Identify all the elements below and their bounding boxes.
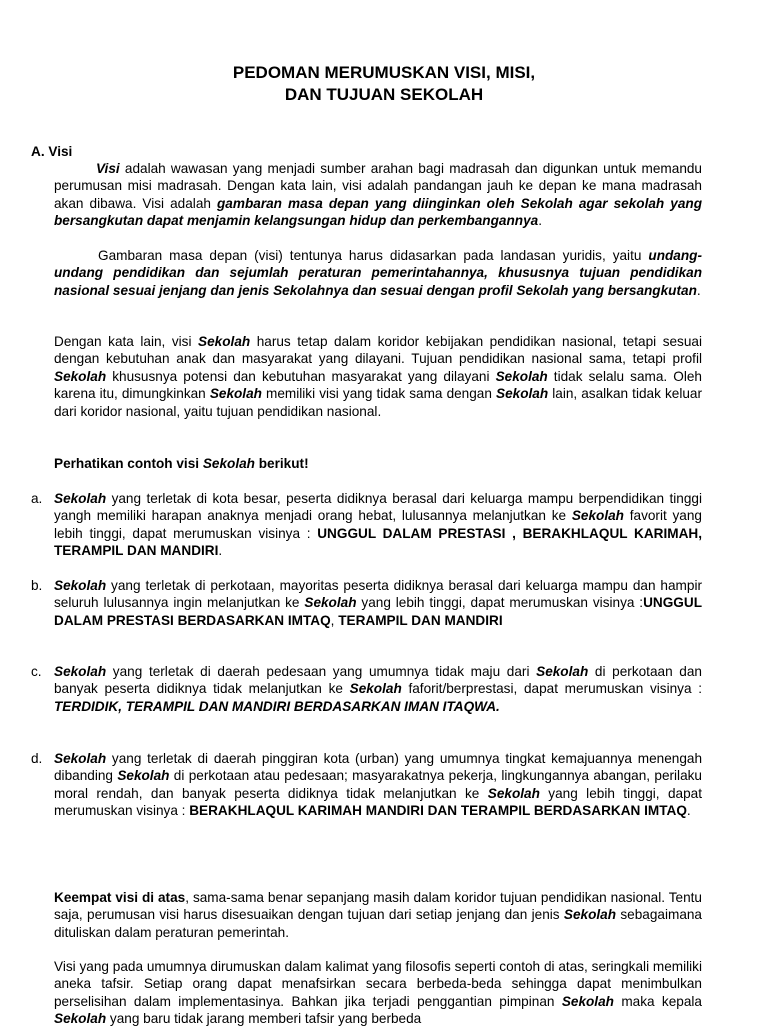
paragraph-landasan-yuridis — [54, 247, 702, 299]
emphasis-text: Keempat visi di atas — [54, 890, 186, 905]
vision-statement: UNGGUL DALAM PRESTASI , BERAKHLAQUL KARIMAH, TERAMPIL DAN MANDIRI — [54, 525, 702, 559]
heading-text: Perhatikan contoh visi — [54, 456, 203, 471]
paragraph-text: Gambaran masa depan (visi) tentunya harus didasarkan pada landasan yuridis, yaitu — [98, 248, 649, 263]
item-text: yang terletak di daerah pedesaan yang umumnya tidak maju dari — [106, 664, 537, 679]
paragraph-visi-definition — [54, 160, 702, 230]
term-sekolah: Sekolah — [54, 664, 107, 679]
item-text: di perkotaan atau pedesaan; masyarakatnya pekerja, lingkungannya abangan, perilaku moral rendah, dan banyak peserta didiknya tidak melanjutkan ke — [54, 768, 702, 801]
term-sekolah: Sekolah — [54, 751, 107, 766]
paragraph-kebijakan-nasional — [54, 333, 702, 420]
item-text: yang lebih tinggi, dapat merumuskan visinya : — [54, 785, 702, 819]
example-heading — [54, 455, 702, 472]
paragraph-text: Visi yang pada umumnya dirumuskan dalam kalimat yang filosofis seperti contoh di atas, seringkali memiliki aneka tafsir. Setiap orang dapat menafsirkan secara berbeda-beda sehingga dapat menimbulkan perselisihan dalam implementasinya. Bahkan jika terjadi penggantian pimpinan — [54, 959, 702, 1009]
term-sekolah: Sekolah — [198, 334, 251, 349]
paragraph-text: khususnya potensi dan kebutuhan masyarakat yang dilayani — [106, 368, 496, 384]
item-text: yang lebih tinggi, dapat merumuskan visinya : — [356, 595, 644, 611]
term-sekolah: Sekolah — [54, 578, 107, 593]
term-sekolah: Sekolah — [117, 768, 170, 784]
list-item-d — [54, 750, 702, 820]
list-marker-c: c. — [31, 664, 42, 679]
paragraph-text: memiliki visi yang tidak sama dengan — [261, 386, 497, 402]
term-sekolah: Sekolah — [304, 595, 357, 611]
paragraph-text: . — [538, 213, 542, 229]
list-item-c — [54, 663, 702, 715]
paragraph-text: sebagaimana dituliskan dalam peraturan pemerintah. — [54, 907, 702, 940]
item-text: di perkotaan dan banyak peserta didiknya tidak melanjutkan ke — [54, 664, 702, 697]
term-sekolah: Sekolah — [536, 664, 589, 679]
list-item-b — [54, 577, 702, 629]
item-text: faforit/berprestasi, dapat merumuskan visinya : — [401, 681, 702, 697]
vision-statement: UNGGUL DALAM PRESTASI BERDASARKAN IMTAQ — [54, 595, 702, 628]
document-title — [0, 62, 768, 106]
list-marker-d: d. — [31, 751, 43, 766]
heading-text: berikut! — [254, 456, 309, 471]
title-line-1: PEDOMAN MERUMUSKAN VISI, MISI, — [232, 63, 536, 82]
term-sekolah: Sekolah — [496, 386, 549, 402]
paragraph-text: yang baru tidak jarang memberi tafsir yang berbeda — [106, 1011, 422, 1027]
paragraph-text: Dengan kata lain, visi — [54, 334, 199, 349]
term-sekolah: Sekolah — [563, 907, 617, 923]
paragraph-text: lain, asalkan tidak keluar dari koridor nasional, yaitu tujuan pendidikan nasional. — [54, 386, 702, 419]
term-sekolah: Sekolah — [54, 368, 107, 384]
paragraph-tafsir-visi — [54, 958, 702, 1028]
item-text: yang terletak di kota besar, peserta didiknya berasal dari keluarga mampu berpendidikan tinggi yangh memiliki harapan anaknya menjadi orang hebat, lulusannya melanjutkan ke — [54, 491, 702, 524]
paragraph-text: adalah wawasan yang menjadi sumber arahan bagi madrasah dan digunkan untuk memandu perumusan misi madrasah. Dengan kata lain, visi adalah pandangan jauh ke depan ke mana madrasah akan dibawa. Visi adalah — [54, 161, 702, 211]
list-item-a — [54, 490, 702, 560]
term-sekolah: Sekolah — [561, 993, 614, 1009]
paragraph-keempat-visi — [54, 889, 702, 941]
title-line-2: DAN TUJUAN SEKOLAH — [284, 85, 484, 104]
term-sekolah: Sekolah — [54, 491, 107, 506]
term-sekolah: Sekolah — [487, 785, 540, 801]
item-text: favorit yang lebih tinggi, dapat merumuskan visinya : — [54, 508, 702, 541]
section-heading-visi: A. Visi — [31, 144, 73, 159]
emphasis-text: undang-undang pendidikan dan sejumlah peraturan pemerintahannya, khususnya tujuan pendidikan nasional sesuai jenjang dan jenis Sekolahnya dan sesuai dengan profil Sekolah yang bersangkutan — [54, 248, 702, 298]
item-text: yang terletak di perkotaan, mayoritas peserta didiknya berasal dari keluarga mampu dan hampir seluruh lulusannya ingin melanjutkan ke — [54, 578, 702, 611]
paragraph-text: , sama-sama benar sepanjang masih dalam koridor tujuan pendidikan nasional. Tentu saja, perumusan visi harus disesuaikan dengan tujuan dari setiap jenjang dan jenis — [54, 890, 702, 923]
emphasis-text: gambaran masa depan yang diinginkan oleh Sekolah agar sekolah yang bersangkutan dapat menjamin kelangsungan hidup dan perkembangannya — [54, 195, 702, 229]
vision-statement: BERAKHLAQUL KARIMAH MANDIRI DAN TERAMPIL BERDASARKAN IMTAQ — [189, 803, 687, 819]
term-sekolah: Sekolah — [349, 681, 402, 697]
item-text: yang terletak di daerah pinggiran kota (urban) yang umumnya tingkat kemajuannya menengah dibanding — [54, 751, 702, 784]
term-sekolah: Sekolah — [54, 1011, 107, 1027]
paragraph-text: tidak selalu sama. Oleh karena itu, dimungkinkan — [54, 368, 702, 402]
item-text: . — [686, 803, 691, 819]
list-marker-a: a. — [31, 491, 43, 506]
item-text: , — [330, 612, 339, 628]
term-sekolah: Sekolah — [571, 508, 624, 524]
term-sekolah: Sekolah — [495, 368, 548, 384]
paragraph-text: harus tetap dalam koridor kebijakan pendidikan nasional, tetapi sesuai dengan kebutuhan anak dan masyarakat yang dilayani. Tujuan pendidikan nasional sama, tetapi profil — [54, 334, 702, 367]
vision-statement: TERDIDIK, TERAMPIL DAN MANDIRI BERDASARKAN IMAN ITAQWA. — [54, 698, 500, 714]
paragraph-text: . — [696, 282, 701, 298]
item-text: . — [218, 543, 223, 559]
vision-statement: TERAMPIL DAN MANDIRI — [338, 612, 503, 628]
paragraph-text: maka kepala — [613, 993, 702, 1009]
list-marker-b: b. — [31, 578, 43, 593]
term-sekolah: Sekolah — [202, 456, 255, 471]
term-visi: Visi — [96, 161, 120, 176]
term-sekolah: Sekolah — [209, 386, 262, 402]
